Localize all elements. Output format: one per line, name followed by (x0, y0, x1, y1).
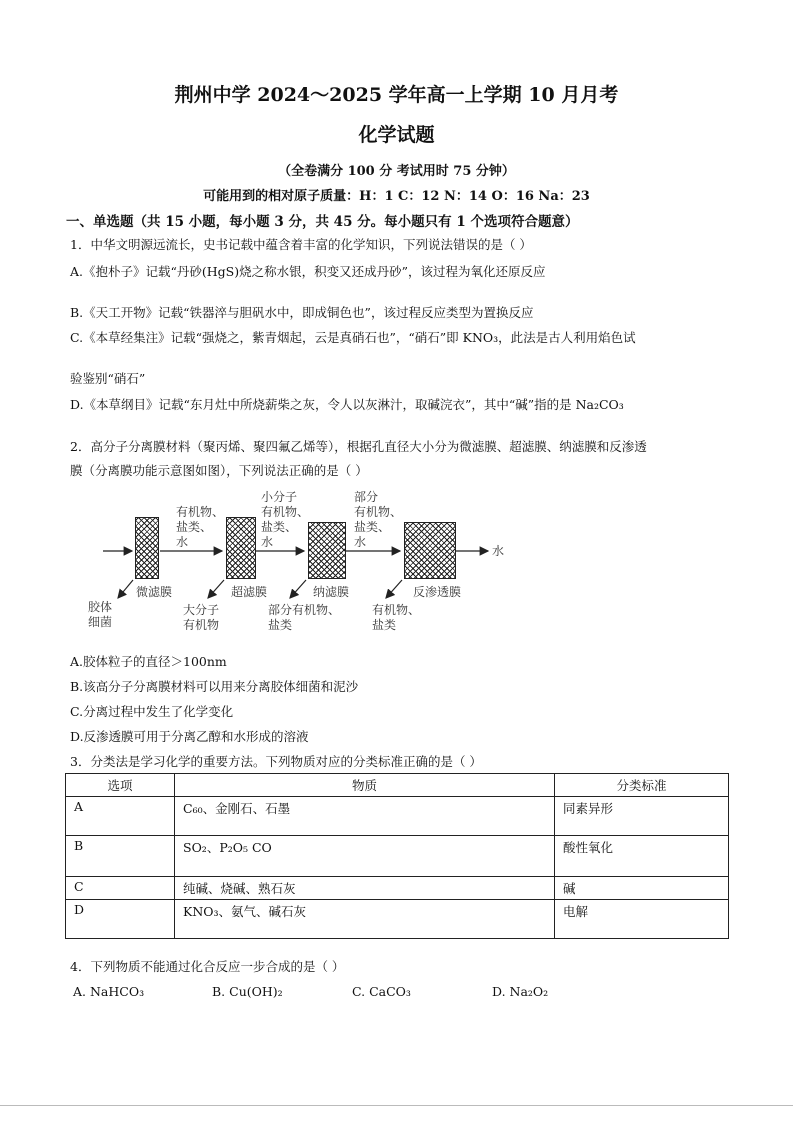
table-header: 选项 (66, 774, 175, 797)
q4-stem: 4．下列物质不能通过化合反应一步合成的是（ ） (70, 959, 345, 974)
q2-option-a: A.胶体粒子的直径＞100nm (70, 654, 227, 669)
section-heading: 一、单选题（共 15 小题，每小题 3 分，共 45 分。每小题只有 1 个选项符合题意） (66, 214, 579, 230)
arrow-down-4 (386, 580, 402, 598)
q4-option-c: C. CaCO₃ (352, 984, 411, 999)
table-row (66, 900, 729, 939)
table-cell: C (66, 877, 175, 900)
table-cell: B (66, 836, 175, 877)
table-cell: 酸性氧化 (555, 836, 729, 877)
table-cell: A (66, 797, 175, 836)
label-top-2: 小分子 有机物、 盐类、 水 (261, 490, 310, 549)
ultrafiltration-membrane (226, 517, 256, 579)
label-mem-1: 微滤膜 (136, 585, 173, 599)
nanofiltration-membrane (308, 522, 346, 579)
table-cell: SO₂、P₂O₅ CO (175, 836, 555, 877)
q1-option-c: C.《本草经集注》记载“强烧之，紫青烟起，云是真硝石也”，“硝石”即 KNO₃，此法是古人利用焰色试 (70, 330, 636, 345)
table-cell: KNO₃、氨气、碱石灰 (175, 900, 555, 939)
arrow-down-3 (290, 580, 306, 598)
table-cell: 碱 (555, 877, 729, 900)
microfiltration-membrane (135, 517, 159, 579)
label-bot-1: 胶体 细菌 (88, 600, 113, 629)
table-cell: 纯碱、烧碱、熟石灰 (175, 877, 555, 900)
arrow-down-1 (118, 580, 133, 598)
q1-option-d: D.《本草纲目》记载“东月灶中所烧薪柴之灰，令人以灰淋汁，取碱浣衣”，其中“碱”指的是 Na₂CO₃ (70, 397, 624, 412)
q4-option-b: B. Cu(OH)₂ (212, 984, 283, 999)
label-bot-3: 部分有机物、 盐类 (268, 603, 341, 632)
q3-table (65, 773, 729, 939)
table-cell: C₆₀、金刚石、石墨 (175, 797, 555, 836)
q4-option-d: D. Na₂O₂ (492, 984, 549, 999)
label-out-water: 水 (492, 544, 505, 558)
q2-stem: 2．高分子分离膜材料（聚丙烯、聚四氟乙烯等），根据孔直径大小分为微滤膜、超滤膜、纳滤膜和反渗透 (70, 439, 647, 454)
label-mem-2: 超滤膜 (231, 585, 268, 599)
table-header: 物质 (175, 774, 555, 797)
table-header-row (66, 774, 729, 797)
atomic-masses: 可能用到的相对原子质量：H：1 C：12 N：14 O：16 Na：23 (203, 189, 590, 204)
q1-option-a: A.《抱朴子》记载“丹砂(HgS)烧之称水银，积变又还成丹砂”，该过程为氧化还原反应 (70, 264, 546, 279)
table-row (66, 877, 729, 900)
table-row (66, 797, 729, 836)
exam-subtitle: 化学试题 (358, 124, 435, 146)
table-cell: 同素异形 (555, 797, 729, 836)
table-header: 分类标准 (555, 774, 729, 797)
label-bot-2: 大分子 有机物 (183, 603, 220, 632)
q1-option-c-cont: 验鉴别“硝石” (70, 371, 146, 386)
exam-title: 荆州中学 2024～2025 学年高一上学期 10 月月考 (174, 84, 619, 106)
reverse-osmosis-membrane (404, 522, 456, 579)
label-top-1: 有机物、 盐类、 水 (176, 505, 225, 549)
table-row (66, 836, 729, 877)
q1-option-b: B.《天工开物》记载“铁器淬与胆矾水中，即成铜色也”，该过程反应类型为置换反应 (70, 305, 534, 320)
label-top-3: 部分 有机物、 盐类、 水 (354, 490, 403, 549)
label-bot-4: 有机物、 盐类 (372, 603, 421, 632)
exam-info: （全卷满分 100 分 考试用时 75 分钟） (278, 164, 515, 179)
table-cell: 电解 (555, 900, 729, 939)
q2-option-d: D.反渗透膜可用于分离乙醇和水形成的溶液 (70, 729, 309, 744)
q2-stem-cont: 膜（分离膜功能示意图如图），下列说法正确的是（ ） (70, 463, 368, 478)
table-cell: D (66, 900, 175, 939)
q1-stem: 1．中华文明源远流长，史书记载中蕴含着丰富的化学知识，下列说法错误的是（ ） (70, 237, 532, 252)
q4-option-a: A. NaHCO₃ (73, 984, 145, 999)
label-mem-4: 反渗透膜 (413, 585, 462, 599)
q2-option-c: C.分离过程中发生了化学变化 (70, 704, 234, 719)
arrow-down-2 (208, 580, 224, 598)
q3-stem: 3．分类法是学习化学的重要方法。下列物质对应的分类标准正确的是（ ） (70, 754, 482, 769)
q2-option-b: B.该高分子分离膜材料可以用来分离胶体细菌和泥沙 (70, 679, 359, 694)
label-mem-3: 纳滤膜 (313, 585, 350, 599)
page-bottom-divider (0, 1105, 793, 1106)
